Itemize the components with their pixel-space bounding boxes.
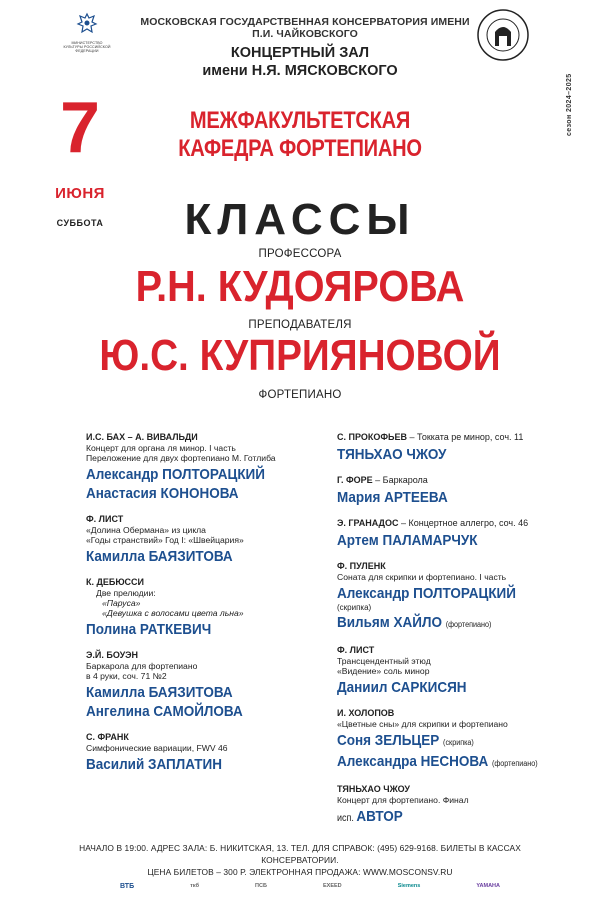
work-title: Трансцендентный этюд [337, 656, 431, 666]
performer: Камилла БАЯЗИТОВА [86, 684, 233, 701]
work-title: Концерт для органа ля минор. I часть [86, 443, 236, 453]
composer: С. ФРАНК [86, 732, 129, 742]
date-day: 7 [59, 88, 101, 168]
program-item [337, 708, 587, 773]
performer: ТЯНЬХАО ЧЖОУ [337, 446, 447, 463]
composer: Э. ГРАНАДОС [337, 518, 399, 528]
work-title: «Паруса» [102, 598, 141, 608]
professor-role: ПРОФЕССОРА [258, 248, 342, 260]
performer: Камилла БАЯЗИТОВА [86, 548, 233, 565]
program-item [86, 577, 336, 639]
season-label: сезон 2024–2025 [566, 73, 573, 136]
performer: Ангелина САМОЙЛОВА [86, 703, 243, 720]
performer [337, 807, 562, 828]
performer-role: (скрипка) [337, 603, 372, 612]
program-item [86, 432, 336, 503]
composer: И. ХОЛОПОВ [337, 708, 395, 718]
performer-name: Александра НЕСНОВА [337, 753, 489, 770]
program-right-column [337, 432, 587, 839]
composer: С. ПРОКОФЬЕВ [337, 432, 408, 442]
date-weekday: СУББОТА [56, 218, 104, 228]
program-item [337, 475, 587, 507]
performer-role: (скрипка) [443, 738, 474, 747]
composer: Г. ФОРЕ [337, 475, 373, 485]
eagle-emblem-icon [76, 12, 98, 36]
composer: Ф. ЛИСТ [86, 514, 124, 524]
work-title: – Токката ре минор, соч. 11 [407, 432, 524, 442]
hall-line2: имени Н.Я. МЯСКОВСКОГО [202, 63, 398, 79]
teacher-role: ПРЕПОДАВАТЕЛЯ [248, 319, 352, 331]
program-item [337, 561, 587, 634]
department-title [177, 107, 423, 163]
program-item [86, 650, 336, 721]
composer: К. ДЕБЮССИ [86, 577, 145, 587]
program-left-column [86, 432, 336, 785]
conservatory-name: МОСКОВСКАЯ ГОСУДАРСТВЕННАЯ КОНСЕРВАТОРИЯ ИМЕНИ П.И. ЧАЙКОВСКОГО [140, 16, 470, 40]
performer: Александр ПОЛТОРАЦКИЙ [337, 585, 516, 602]
work-title: «Долина Обермана» из цикла [86, 525, 206, 535]
work-title: «Годы странствий» Год I: «Швейцария» [86, 535, 244, 545]
department-line2: КАФЕДРА ФОРТЕПИАНО [178, 135, 422, 162]
program-item [86, 732, 336, 774]
performer: Полина РАТКЕВИЧ [86, 621, 212, 638]
work-title: Соната для скрипки и фортепиано. I часть [337, 572, 507, 582]
program-item [337, 432, 587, 464]
performer-role: (фортепиано) [491, 759, 538, 768]
work-title: Баркарола для фортепиано [86, 661, 198, 671]
performer: Александр ПОЛТОРАЦКИЙ [86, 466, 265, 483]
composer: Ф. ПУЛЕНК [337, 561, 386, 571]
department-line1: МЕЖФАКУЛЬТЕТСКАЯ [189, 107, 411, 134]
work-title: «Видение» соль минор [337, 666, 430, 676]
composer: Ф. ЛИСТ [337, 645, 375, 655]
classes-heading: КЛАССЫ [184, 195, 416, 244]
hall-name [160, 44, 440, 80]
professor-name: Р.Н. КУДОЯРОВА [135, 262, 465, 311]
performer: Даниил САРКИСЯН [337, 679, 467, 696]
performer-prefix: исп. [337, 813, 357, 824]
ministry-text: МИНИСТЕРСТВО КУЛЬТУРЫ РОССИЙСКОЙ ФЕДЕРАЦИИ [63, 41, 111, 53]
performer-name: Соня ЗЕЛЬЦЕР [337, 732, 440, 749]
work-title: «Девушка с волосами цвета льна» [102, 608, 244, 618]
program-item [337, 518, 587, 550]
composer: Э.Й. БОУЭН [86, 650, 139, 660]
sponsor-logo: ПСБ [255, 883, 267, 889]
work-title: – Концертное аллегро, соч. 46 [398, 518, 529, 528]
composer-line [337, 432, 587, 443]
sponsor-logos [120, 878, 500, 894]
work-title: Концерт для фортепиано. Финал [337, 795, 469, 805]
footer-line2: ЦЕНА БИЛЕТОВ – 300 Р. ЭЛЕКТРОННАЯ ПРОДАЖА: WWW.MOSCONSV.RU [147, 867, 453, 877]
work-title: – Баркарола [372, 475, 428, 485]
performer: Артем ПАЛАМАРЧУК [337, 532, 478, 549]
instrument-label: ФОРТЕПИАНО [258, 389, 342, 401]
program-item [337, 784, 587, 828]
performer-role: (фортепиано) [445, 620, 492, 629]
work-title: «Цветные сны» для скрипки и фортепиано [337, 719, 508, 729]
performer [337, 731, 562, 752]
performer: Анастасия КОНОНОВА [86, 485, 239, 502]
footer-info [60, 842, 540, 878]
performer [337, 613, 562, 634]
program-item [337, 645, 587, 697]
ministry-logo [62, 12, 112, 53]
sponsor-logo: EXEED [322, 883, 342, 889]
composer-line [337, 475, 587, 486]
hall-line1: КОНЦЕРТНЫЙ ЗАЛ [230, 45, 370, 61]
composer-line [337, 518, 587, 529]
sponsor-logo: ткб [190, 883, 199, 889]
sponsor-logo: Siemens [397, 883, 421, 889]
performer: Василий ЗАПЛАТИН [86, 756, 222, 773]
performer-name: АВТОР [356, 808, 403, 825]
program-item [86, 514, 336, 566]
performer [337, 752, 562, 773]
work-title: Переложение для двух фортепиано М. Готлиба [86, 453, 276, 463]
performer: Мария АРТЕЕВА [337, 489, 448, 506]
composer: ТЯНЬХАО ЧЖОУ [337, 784, 410, 794]
teacher-name: Ю.С. КУПРИЯНОВОЙ [99, 331, 501, 380]
conservatory-seal-icon [476, 8, 530, 62]
composer: И.С. БАХ – А. ВИВАЛЬДИ [86, 432, 198, 442]
performer-name: Вильям ХАЙЛО [337, 614, 442, 631]
work-title: Симфонические вариации, FWV 46 [86, 743, 228, 753]
work-title: Две прелюдии: [96, 588, 156, 598]
date-month: ИЮНЯ [55, 185, 105, 202]
work-title: в 4 руки, соч. 71 №2 [86, 671, 167, 681]
footer-line1: НАЧАЛО В 19:00. АДРЕС ЗАЛА: Б. НИКИТСКАЯ, 13. ТЕЛ. ДЛЯ СПРАВОК: (495) 629-9168. БИЛЕТЫ В КАССАХ КОНСЕРВАТОРИИ. [79, 843, 521, 865]
sponsor-logo: YAMAHA [476, 883, 500, 889]
sponsor-logo: ВТБ [120, 882, 135, 890]
